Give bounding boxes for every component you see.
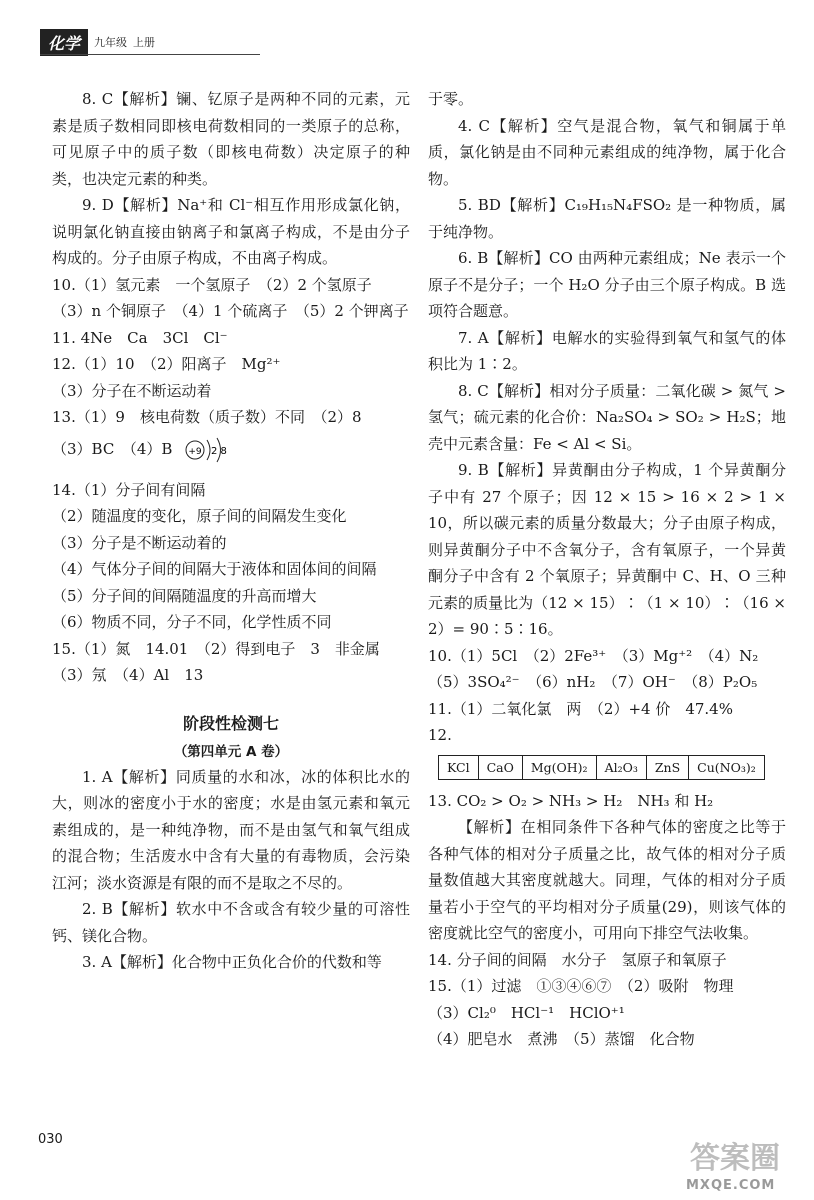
unit4-answer-2: 2. B【解析】软水中不含或含有较少量的可溶性钙、镁化合物。 xyxy=(52,900,410,945)
unit4-answer-3: 3. A【解析】化合物中正负化合价的代数和等 xyxy=(82,953,382,971)
answer-14-line6: （6）物质不同，分子不同，化学性质不同 xyxy=(52,613,332,631)
answer-13-line2 xyxy=(52,431,410,467)
answer-14-line5: （5）分子间的间隔随温度的升高而增大 xyxy=(52,586,317,605)
subject-label: 化学 xyxy=(40,29,88,56)
watermark-text: 答案圈 xyxy=(690,1141,780,1176)
table-row xyxy=(439,755,765,779)
ion-compound-table xyxy=(438,755,765,780)
table-cell: CaO xyxy=(478,755,522,779)
answer-8-right: 8. C【解析】相对分子质量：二氧化碳 > 氮气 > 氢气；硫元素的化合价：Na₂SO₄ > SO₂ > H₂S；地壳中元素含量：Fe < Al < Si。 xyxy=(428,381,786,453)
watermark-url: MXQE.COM xyxy=(686,1178,776,1193)
answer-15-right-line2: （3）Cl₂⁰ HCl⁻¹ HClO⁺¹ xyxy=(428,1003,625,1022)
volume-label: 上册 xyxy=(133,36,156,49)
answer-10-right-line1: 10.（1）5Cl （2）2Fe³⁺ （3）Mg⁺² （4）N₂ xyxy=(428,646,759,665)
answer-14-right: 14. 分子间的间隔 水分子 氢原子和氧原子 xyxy=(428,950,727,969)
answer-11-right: 11.（1）二氧化氯 两 （2）+4 价 47.4% xyxy=(428,699,733,718)
answer-13-analysis: 【解析】在相同条件下各种气体的密度之比等于各种气体的相对分子质量之比，故气体的相对分子质量数值越大其密度就越大。同理，气体的相对分子质量若小于空气的平均相对分子质量(29)，则该气体的密度就比空气的密度小，可用向下排空气法收集。 xyxy=(428,818,786,942)
answer-14-line4: （4）气体分子间的间隔大于液体和固体间的间隔 xyxy=(52,560,377,578)
table-cell: KCl xyxy=(439,755,479,779)
answer-11: 11. 4Ne Ca 3Cl Cl⁻ xyxy=(52,328,228,347)
shell-electrons-label: 2 8 xyxy=(211,445,228,457)
table-cell: ZnS xyxy=(646,755,688,779)
answer-14-line2: （2）随温度的变化，原子间的间隔发生变化 xyxy=(52,507,347,525)
answer-14-line3: （3）分子是不断运动着的 xyxy=(52,533,227,552)
answer-13-right: 13. CO₂ > O₂ > NH₃ > H₂ NH₃ 和 H₂ xyxy=(428,791,714,810)
answer-10-right-line2: （5）3SO₄²⁻ （6）nH₂ （7）OH⁻ （8）P₂O₅ xyxy=(428,673,758,691)
answer-13-line1: 13.（1）9 核电荷数（质子数）不同 （2）8 xyxy=(52,408,362,426)
answer-7: 7. A【解析】电解水的实验得到氧气和氢气的体积比为 1∶2。 xyxy=(428,328,786,373)
left-column xyxy=(52,86,410,976)
table-cell: Mg(OH)₂ xyxy=(522,755,596,779)
answer-9: 9. D【解析】Na⁺和 Cl⁻相互作用形成氯化钠，说明氯化钠直接由钠离子和氯离子构成，不是由分子构成的。分子由原子构成，不由离子构成。 xyxy=(52,196,410,267)
table-cell: Al₂O₃ xyxy=(596,755,646,779)
answer-14-line1: 14.（1）分子间有间隔 xyxy=(52,480,206,499)
answer-8: 8. C【解析】镧、钇原子是两种不同的元素，元素是质子数相同即核电荷数相同的一类原子的总称，可见原子中的质子数（即核电荷数）决定原子的种类，也决定元素的种类。 xyxy=(52,90,410,188)
answer-4: 4. C【解析】空气是混合物，氧气和铜属于单质，氯化钠是由不同种元素组成的纯净物，属于化合物。 xyxy=(428,116,786,188)
answer-12-right: 12. xyxy=(428,726,452,744)
answer-9-right: 9. B【解析】异黄酮由分子构成，1 个异黄酮分子中有 27 个原子；因 12 × 15 > 16 × 2 > 1 × 10，所以碳元素的质量分数最大；分子由原子构成，则异黄酮分子中不含氧分子，含有氧原子，一个异黄酮分子中含有 2 个氧原子；异黄酮中 C、H、O 三种元素的质量比为（12 × 15）∶（1 × 10）∶（16 × 2）= 90∶5∶16。 xyxy=(428,461,786,638)
answer-3-cont: 于零。 xyxy=(428,90,474,108)
answer-5: 5. BD【解析】C₁₉H₁₅N₄FSO₂ 是一种物质，属于纯净物。 xyxy=(428,196,786,241)
answer-12-line1: 12.（1）10 （2）阳离子 Mg²⁺ xyxy=(52,355,281,373)
answer-12-line2: （3）分子在不断运动着 xyxy=(52,381,212,400)
answer-10-line2: （3）n 个铜原子 （4）1 个硫离子 （5）2 个钾离子 xyxy=(52,302,409,320)
atom-structure-diagram xyxy=(183,434,231,466)
answer-15-right-line1: 15.（1）过滤 ①③④⑥⑦ （2）吸附 物理 xyxy=(428,977,734,995)
header-rule xyxy=(40,54,260,55)
answer-15-line2: （3）氖 （4）Al 13 xyxy=(52,666,204,684)
answer-10-line1: 10.（1）氢元素 一个氢原子 （2）2 个氢原子 xyxy=(52,275,372,294)
table-cell: Cu(NO₃)₂ xyxy=(689,755,765,779)
answer-15-right-line3: （4）肥皂水 煮沸 （5）蒸馏 化合物 xyxy=(428,1030,695,1048)
unit4-answer-1: 1. A【解析】同质量的水和冰，冰的体积比水的大，则冰的密度小于水的密度；水是由氢元素和氧元素组成的，是一种纯净物，而不是由氢气和氧气组成的混合物；生活废水中含有大量的有毒物质，会污染江河；淡水资源是有限的而不是取之不尽的。 xyxy=(52,767,410,892)
page-header xyxy=(40,30,155,54)
page-number: 030 xyxy=(38,1132,63,1147)
right-column xyxy=(428,86,786,1053)
answer-13-text: （3）BC （4）B xyxy=(52,439,173,458)
section-title: 阶段性检测七 xyxy=(182,713,279,733)
section-subtitle: （第四单元 A 卷） xyxy=(173,743,289,760)
answer-6: 6. B【解析】CO 由两种元素组成；Ne 表示一个原子不是分子；一个 H₂O 分子由三个原子构成。B 选项符合题意。 xyxy=(428,249,786,320)
answer-15-line1: 15.（1）氮 14.01 （2）得到电子 3 非金属 xyxy=(52,639,380,658)
grade-label: 九年级 xyxy=(94,36,128,49)
nucleus-label: +9 xyxy=(188,446,202,457)
